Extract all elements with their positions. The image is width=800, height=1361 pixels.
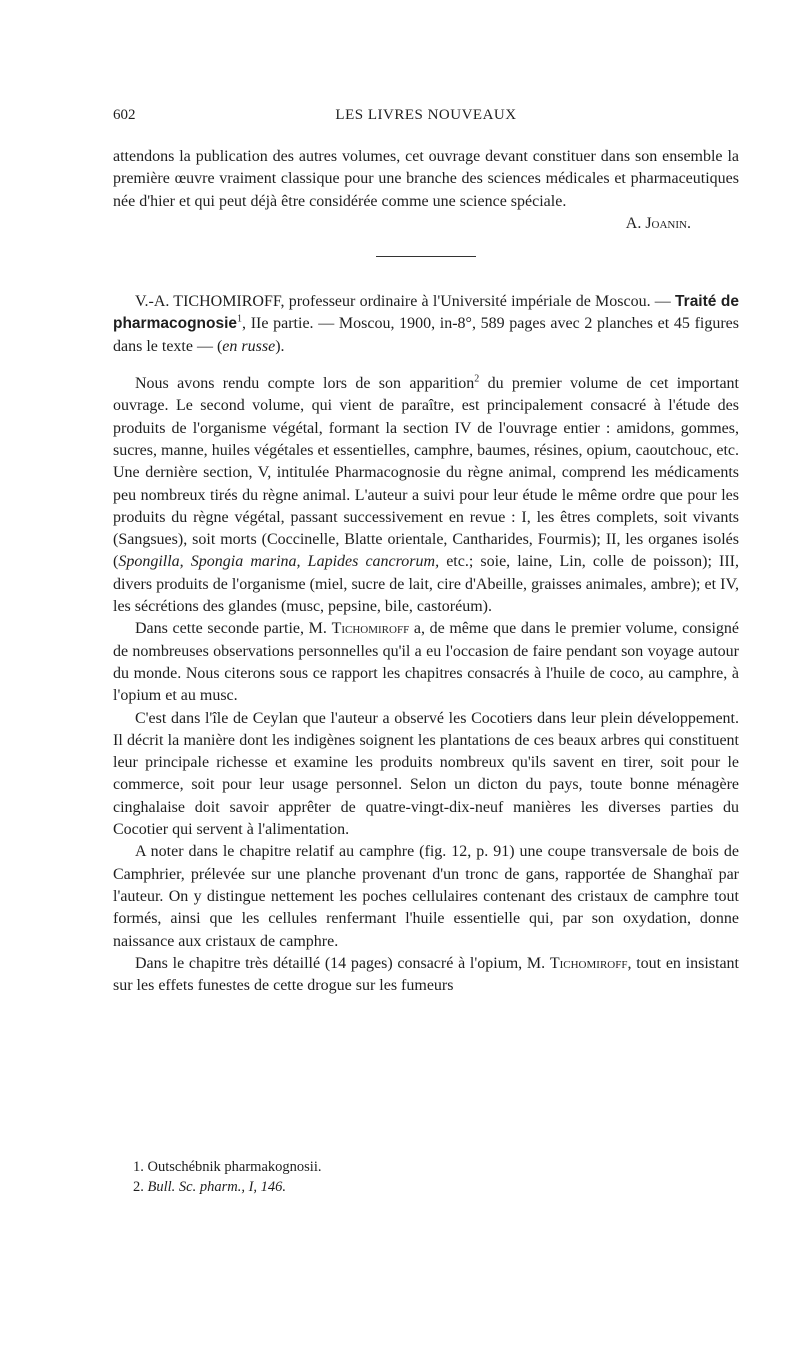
latin-names: Spongilla, Spongia marina, Lapides cancrorum, bbox=[118, 553, 440, 571]
review-signature: A. Joanin. bbox=[625, 214, 691, 232]
entry-details-end: ). bbox=[275, 337, 285, 355]
running-header bbox=[113, 104, 739, 126]
entry-book-title: Traité de pharmacognosie bbox=[113, 293, 740, 333]
body-paragraph-1: Nous avons rendu compte lors de son apparition$^2$ du premier volume de cet important ouvrage. Le second volume, qui vient de paraître, est principalement consacré à l'étude des produits de l'organisme végétal, formant la section IV de l'ouvrage entier : amidons, gommes, sucres, manne, huiles végétales et essentielles, camphre, baumes, résines, opium, caoutchouc, etc. Une dernière section, V, intitulée Pharmacognosie du règne animal, comprend les médicaments peu nombreux tirés du règne animal. L'auteur a suivi pour leur étude le même ordre que pour les produits du règne végétal, passant successivement en revue : I, les êtres complets, soit vivants (Sangsues), soit morts (Coccinelle, Blatte orientale, Cantharides, Fourmis); II, les organes isolés (Spongilla, Spongia marina, Lapides cancrorum, etc.; soie, laine, Lin, colle de poisson); III, divers produits de l'organisme (miel, sucre de lait, cire d'Abeille, graisses animales, ambre); et IV, les sécrétions des glandes (musc, pepsine, bile, castoréum). bbox=[113, 373, 740, 616]
entry-details: , IIe partie. — Moscou, 1900, in-8°, 589 pages avec 2 planches et 45 figures dans le texte — ( bbox=[113, 315, 739, 355]
author-name: Tichomiroff bbox=[331, 620, 410, 638]
body-paragraph-3: C'est dans l'île de Ceylan que l'auteur a observé les Cocotiers dans leur plein développement. Il décrit la manière dont les indigènes soignent les plantations de ces beaux arbres qui constituent leur principale richesse et examine les produits nombreux qu'ils savent en tirer, soit pour le commerce, soit pour leur usage personnel. Selon un dicton du pays, toute bonne ménagère cinghalaise doit savoir apprêter de quatre-vingt-dix-neuf manières les diverses parties du Cocotier qui servent à l'alimentation. bbox=[113, 709, 739, 839]
footnote-1: 1. Outschébnik pharmakognosii. bbox=[133, 1159, 322, 1175]
body-paragraph-2: Dans cette seconde partie, M. Tichomiroff a, de même que dans le premier volume, consigné de nombreuses observations personnelles qu'il a eu l'occasion de faire pendant son voyage autour du monde. Nous citerons sous ce rapport les chapitres consacrés à l'huile de coco, au camphre, à l'opium et au musc. bbox=[113, 620, 740, 705]
body-paragraph-4: A noter dans le chapitre relatif au camphre (fig. 12, p. 91) une coupe transversale de bois de Camphrier, prélevée sur une planche provenant d'un tronc de gans, rapportée de Shanghaï par l'auteur. On y distingue nettement les poches cellulaires contenant des cristaux de camphre tout formés, ainsi que les cellules renfermant l'huile essentielle qui, par son oxydation, donne naissance aux cristaux de camphre. bbox=[113, 843, 739, 950]
body-paragraph-5: Dans le chapitre très détaillé (14 pages) consacré à l'opium, M. Tichomiroff, tout en insistant sur les effets funestes de cette drogue sur les fumeurs bbox=[113, 954, 740, 995]
entry-affiliation: , professeur ordinaire à l'Université impériale de Moscou. — bbox=[280, 293, 676, 311]
book-entry bbox=[113, 291, 739, 358]
footnote-ref-2: 2 bbox=[474, 373, 480, 385]
footnotes bbox=[113, 1157, 739, 1197]
entry-author: V.-A. TICHOMIROFF bbox=[135, 293, 281, 311]
entry-language: en russe bbox=[222, 337, 276, 355]
running-title: LES LIVRES NOUVEAUX bbox=[335, 107, 517, 123]
author-name: Tichomiroff bbox=[549, 954, 628, 972]
main-text bbox=[113, 146, 739, 997]
footnote-ref-1: 1 bbox=[237, 314, 243, 326]
section-divider bbox=[376, 256, 476, 257]
page-number: 602 bbox=[113, 107, 136, 123]
intro-paragraph: attendons la publication des autres volumes, cet ouvrage devant constituer dans son ensemble la première œuvre vraiment classique pour une branche des sciences médicales et pharmaceutiques née d'hier et qui peut déjà être considérée comme une science spéciale. bbox=[113, 148, 739, 210]
footnote-2: 2. Bull. Sc. pharm., I, 146. bbox=[133, 1179, 287, 1195]
